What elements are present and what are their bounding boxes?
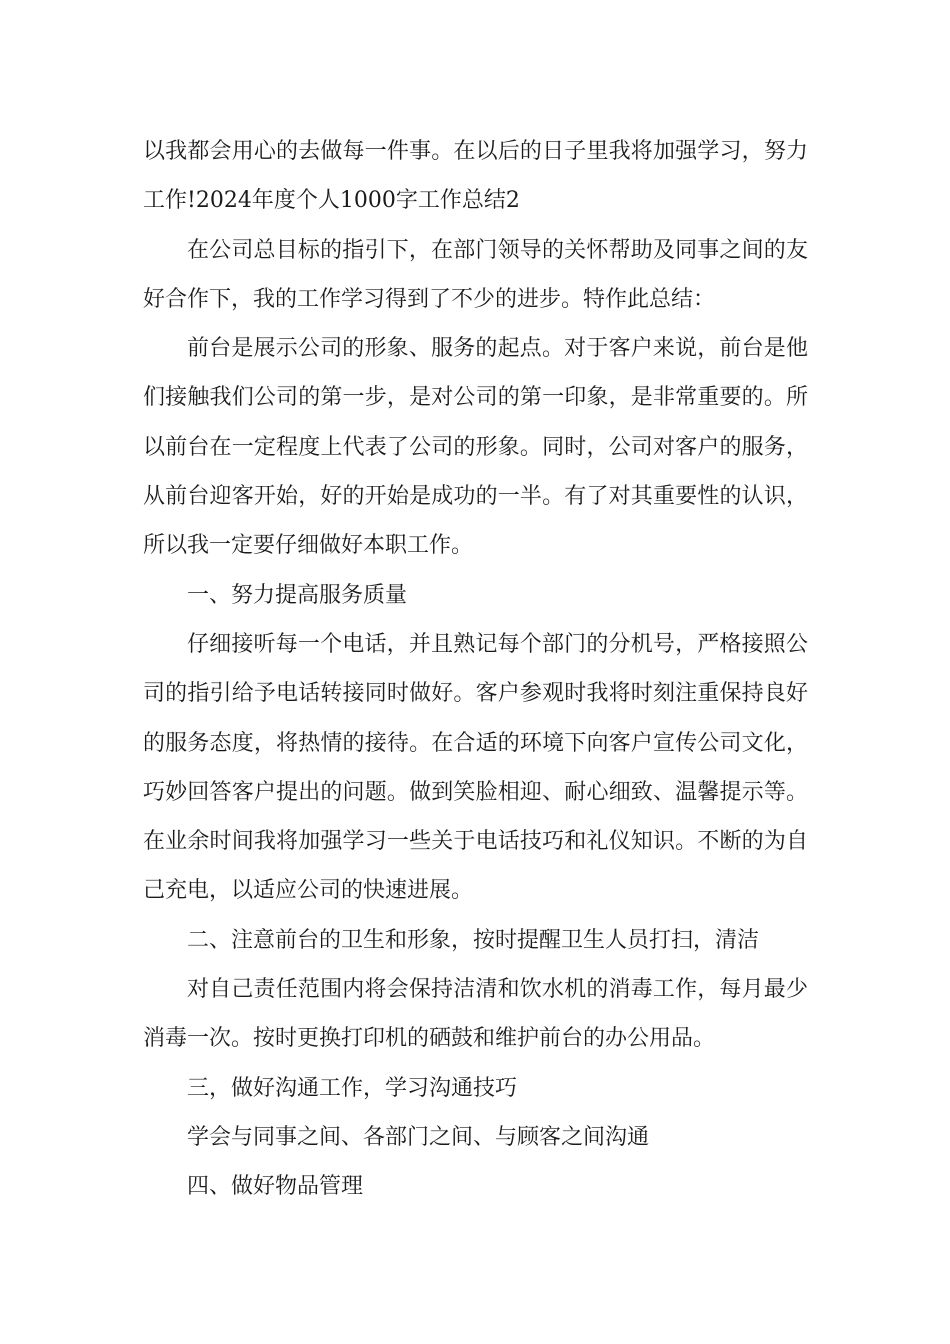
paragraph-5: 对自己责任范围内将会保持洁清和饮水机的消毒工作，每月最少消毒一次。按时更换打印机的硒鼓和维护前台的办公用品。 [143, 977, 808, 1052]
section-heading-3: 三，做好沟通工作，学习沟通技巧 [187, 1075, 518, 1101]
paragraph-2: 在公司总目标的指引下，在部门领导的关怀帮助及同事之间的友好合作下，我的工作学习得到了不少的进步。特作此总结： [143, 237, 808, 312]
paragraph-3: 前台是展示公司的形象、服务的起点。对于客户来说，前台是他们接触我们公司的第一步，是对公司的第一印象，是非常重要的。所以前台在一定程度上代表了公司的形象。同时，公司对客户的服务，从前台迎客开始，好的开始是成功的一半。有了对其重要性的认识，所以我一定要仔细做好本职工作。 [143, 336, 808, 559]
section-heading-2: 二、注意前台的卫生和形象，按时提醒卫生人员打扫，清洁 [187, 927, 760, 953]
document-body [143, 127, 808, 1212]
paragraph-6: 学会与同事之间、各部门之间、与顾客之间沟通 [187, 1124, 650, 1150]
section-heading-4: 四、做好物品管理 [187, 1174, 364, 1200]
section-heading-1: 一、努力提高服务质量 [187, 582, 408, 608]
paragraph-4: 仔细接听每一个电话，并且熟记每个部门的分机号，严格接照公司的指引给予电话转接同时做好。客户参观时我将时刻注重保持良好的服务态度，将热情的接待。在合适的环境下向客户宣传公司文化，巧妙回答客户提出的问题。做到笑脸相迎、耐心细致、温馨提示等。在业余时间我将加强学习一些关于电话技巧和礼仪知识。不断的为自己充电，以适应公司的快速进展。 [143, 631, 808, 904]
paragraph-1: 以我都会用心的去做每一件事。在以后的日子里我将加强学习，努力工作!2024年度个人1000字工作总结2 [143, 139, 808, 214]
